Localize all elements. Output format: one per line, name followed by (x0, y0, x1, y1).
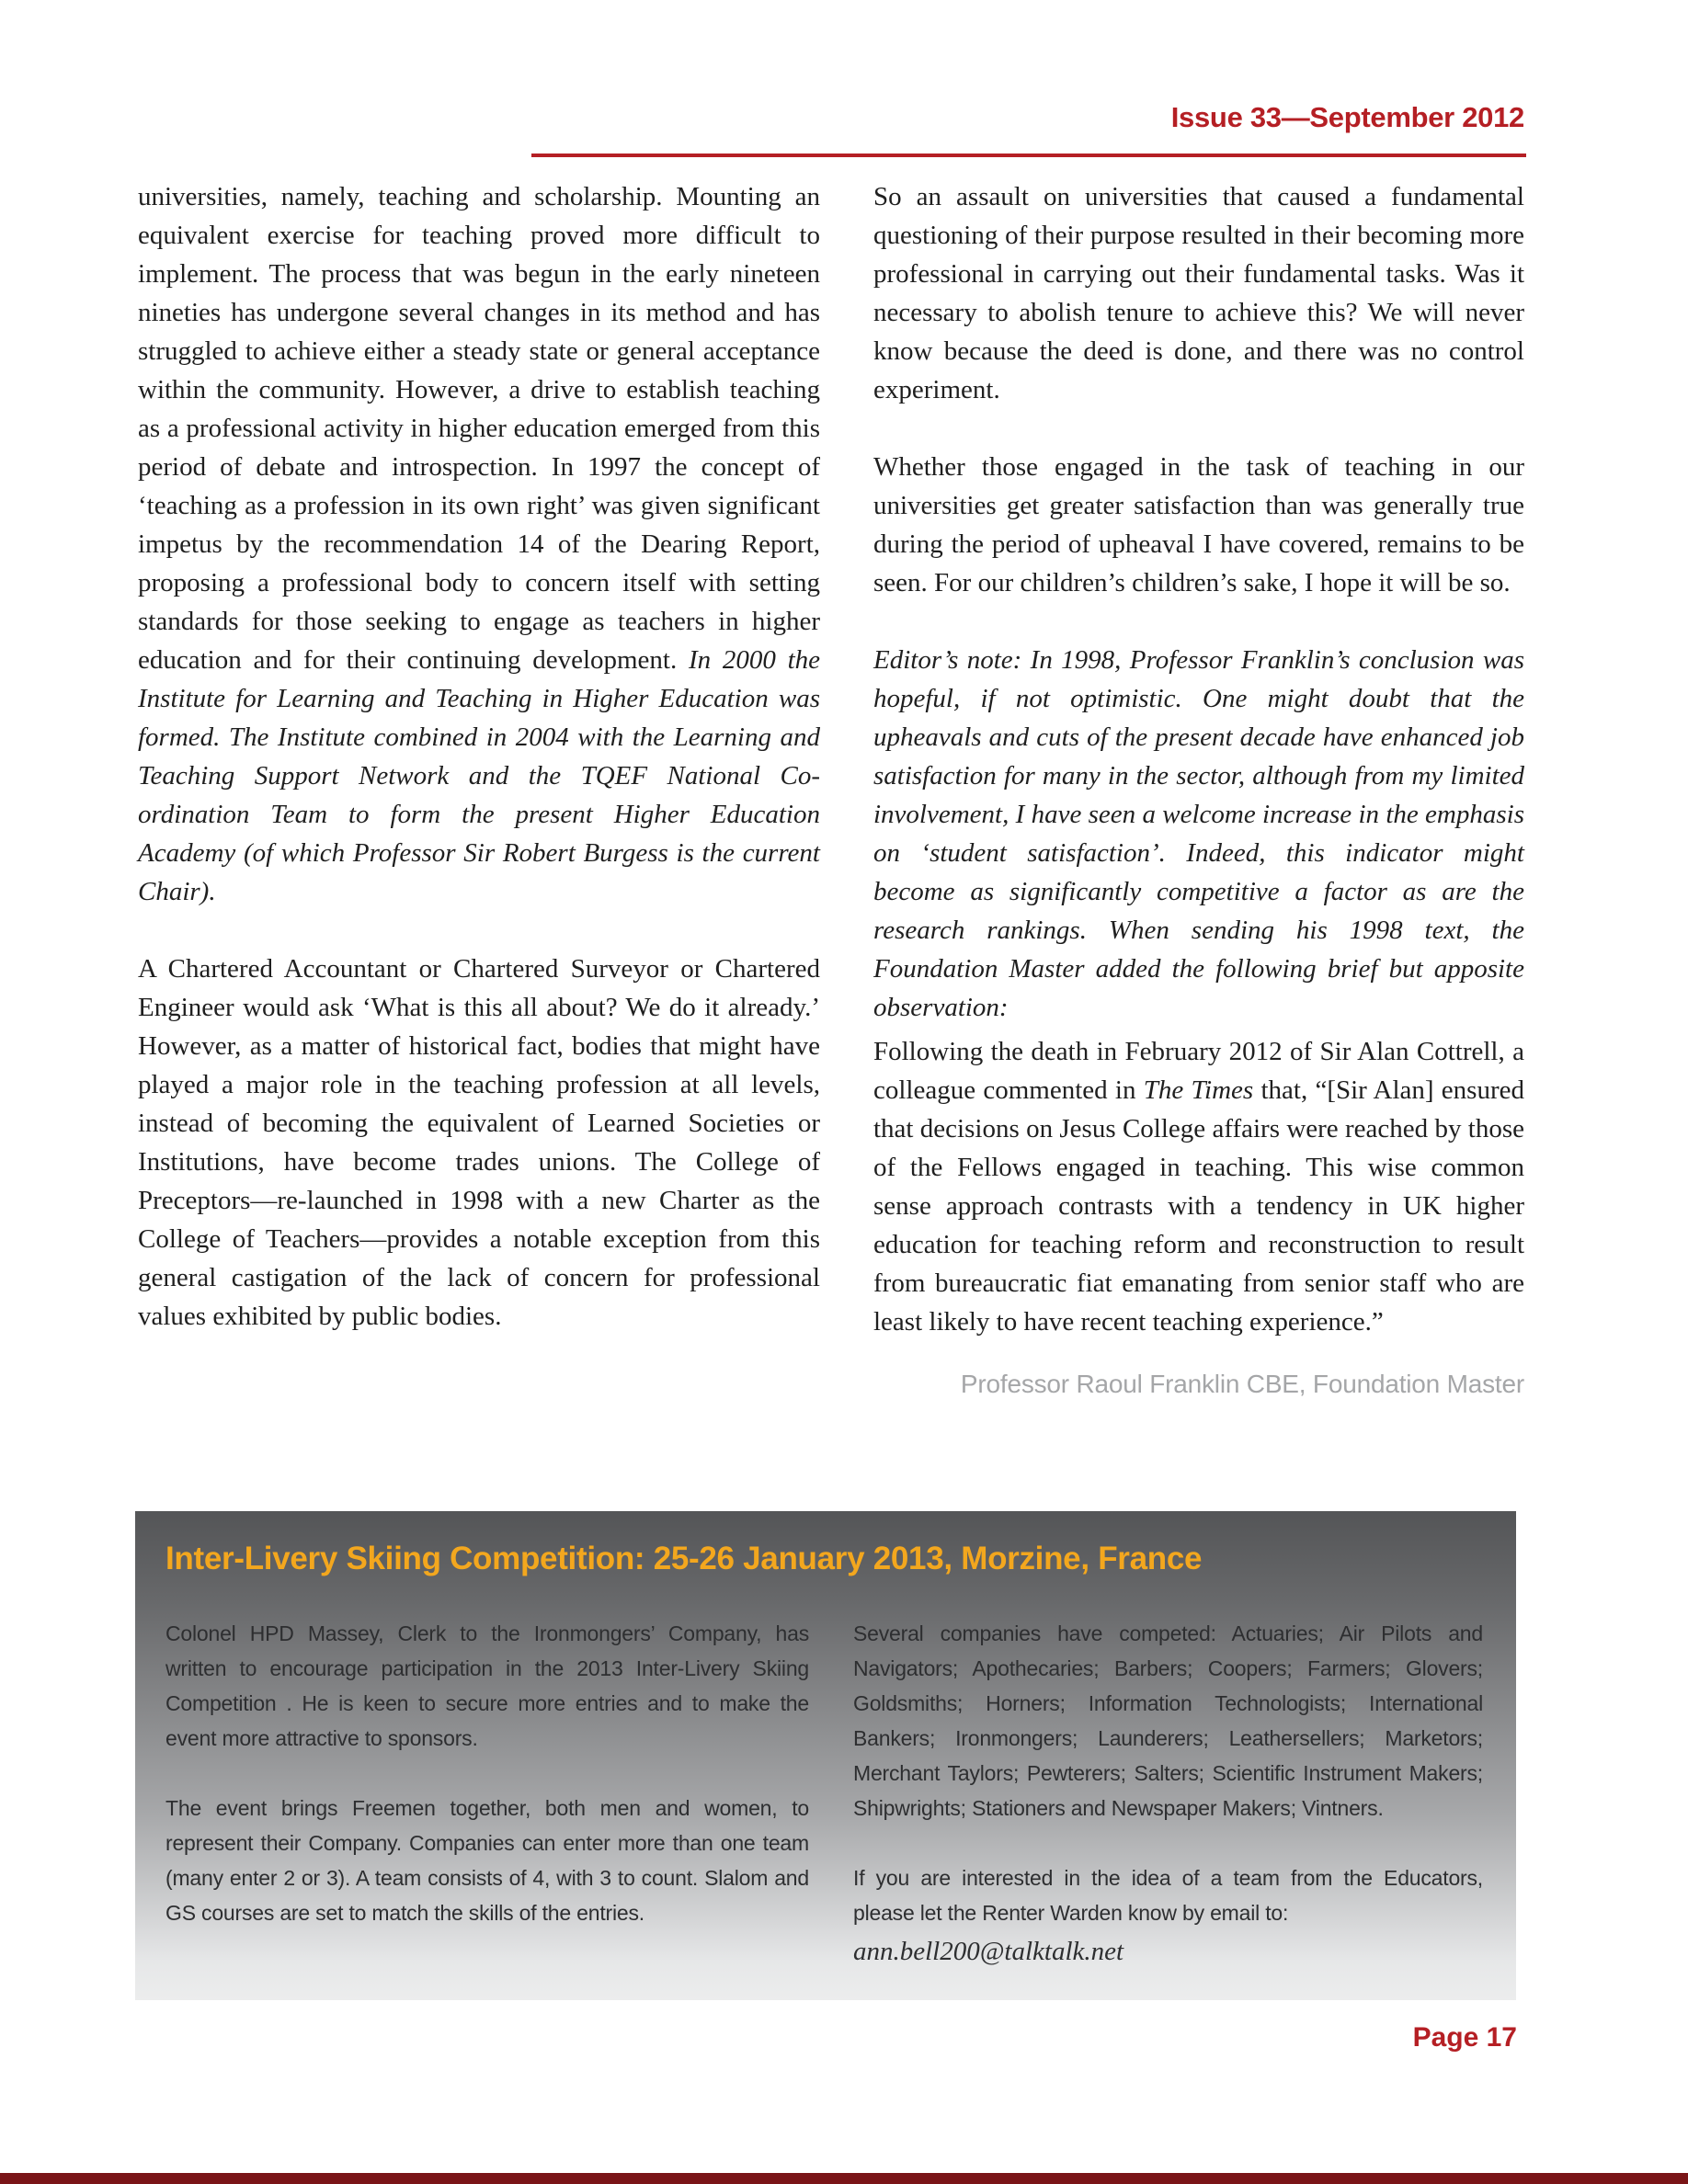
box-title: Inter-Livery Skiing Competition: 25-26 January 2013, Morzine, France (165, 1541, 1203, 1576)
author-signature: Professor Raoul Franklin CBE, Foundation Master (960, 1370, 1524, 1398)
paragraph-text: universities, namely, teaching and scholarship. Mounting an equivalent exercise for teaching proved more difficult to implement. The process that was begun in the early nineteen nineties has undergone several changes in its method and has struggled to achieve either a steady state or general acceptance within the community. However, a drive to establish teaching as a professional activity in higher education emerged from this period of debate and introspection. In 1997 the concept of ‘teaching as a profession in its own right’ was given significant impetus by the recommendation 14 of the Dearing Report, proposing a professional body to concern itself with setting standards for those seeking to engage as teachers in higher education and for their continuing development. (138, 182, 820, 675)
quote-text: Following the death in February 2012 of Sir Alan Cottrell, a colleague commented in (873, 1037, 1524, 1105)
editors-note: Editor’s note: In 1998, Professor Franklin’s conclusion was hopeful, if not optimistic. One might doubt that the upheavals and cuts of the present decade have enhanced job satisfaction for many in the sector, although from my limited involvement, I have seen a welcome increase in the emphasis on ‘student satisfaction’. Indeed, this indicator might become as significantly competitive a factor as are the research rankings. When sending his 1998 text, the Foundation Master added the following brief but apposite observation: (873, 645, 1524, 1022)
quote-paragraph (873, 1032, 1524, 1341)
email-address: ann.bell200@talktalk.net (853, 1937, 1124, 1966)
article-right-column (873, 177, 1524, 1404)
paragraph: A Chartered Accountant or Chartered Surveyor or Chartered Engineer would ask ‘What is this all about? We do it already.’ However, as a matter of historical fact, bodies that might have played a major role in the teaching profession at all levels, instead of becoming the equivalent of Learned Societies or Institutions, have become trades unions. The College of Preceptors—re-launched in 1998 with a new Charter as the College of Teachers—provides a notable exception from this general castigation of the lack of concern for professional values exhibited by public bodies. (138, 954, 820, 1331)
box-right-column (853, 1616, 1483, 2004)
header-rule (531, 154, 1526, 157)
paragraph (138, 177, 820, 911)
article-left-column (138, 177, 820, 1374)
paragraph: The event brings Freemen together, both men and women, to represent their Company. Companies can enter more than one team (many enter 2 or 3). A team consists of 4, with 3 to count. Slalom and GS courses are set to match the skills of the entries. (165, 1796, 809, 1925)
paragraph: If you are interested in the idea of a team from the Educators, please let the Renter Warden know by email to: (853, 1866, 1483, 1925)
publication-name: The Times (1143, 1075, 1254, 1105)
box-left-column (165, 1616, 809, 2004)
paragraph: Several companies have competed: Actuaries; Air Pilots and Navigators; Apothecaries; Barbers; Coopers; Farmers; Glovers; Goldsmiths; Horners; Information Technologists; International Bankers; Ironmongers; Launderers; Leathersellers; Marketors; Merchant Taylors; Pewterers; Salters; Scientific Instrument Makers; Shipwrights; Stationers and Newspaper Makers; Vintners. (853, 1621, 1483, 1820)
paragraph: Colonel HPD Massey, Clerk to the Ironmongers’ Company, has written to encourage participation in the 2013 Inter-Livery Skiing Competition . He is keen to secure more entries and to make the event more attractive to sponsors. (165, 1621, 809, 1750)
paragraph: So an assault on universities that caused a fundamental questioning of their purpose resulted in their becoming more professional in carrying out their fundamental tasks. Was it necessary to abolish tenure to achieve this? We will never know because the deed is done, and there was no control experiment. (873, 182, 1524, 404)
issue-date-label: Issue 33—September 2012 (1170, 101, 1524, 133)
box-columns (165, 1616, 1483, 2004)
paragraph: Whether those engaged in the task of teaching in our universities get greater satisfaction than was generally true during the period of upheaval I have covered, remains to be seen. For our children’s children’s sake, I hope it will be so. (873, 452, 1524, 597)
footer-bar (0, 2173, 1688, 2184)
quote-text: that, “[Sir Alan] ensured that decisions on Jesus College affairs were reached by those of the Fellows engaged in teaching. This wise common sense approach contrasts with a tendency in UK higher education for teaching reform and reconstruction to result from bureaucratic fiat emanating from senior staff who are least likely to have recent teaching experience.” (873, 1075, 1524, 1337)
page-number: Page 17 (1412, 2022, 1517, 2053)
paragraph-italic-text: In 2000 the Institute for Learning and Teaching in Higher Education was formed. The Institute combined in 2004 with the Learning and Teaching Support Network and the TQEF National Co-ordination Team to form the present Higher Education Academy (of which Professor Sir Robert Burgess is the current Chair). (138, 645, 820, 906)
skiing-competition-box (135, 1511, 1516, 2000)
